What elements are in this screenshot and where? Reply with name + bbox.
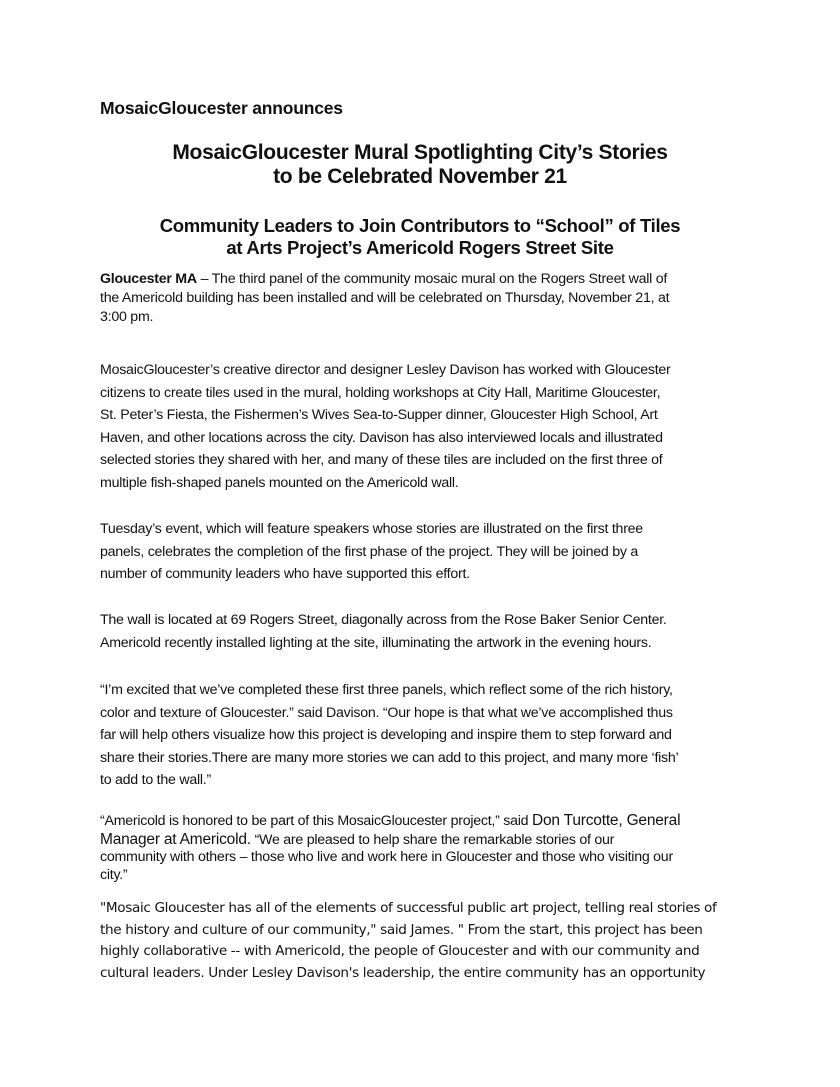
- paragraph-line: [100, 831, 760, 850]
- paragraph-line: The wall is located at 69 Rogers Street, diagonally across from the Rose Baker Senior Center.: [100, 612, 667, 628]
- paragraph-americold-quote: [100, 812, 760, 884]
- paragraph-line: number of community leaders who have supported this effort.: [100, 566, 470, 582]
- headline-line: to be Celebrated November 21: [273, 165, 567, 188]
- announcement-kicker: MosaicGloucester announces: [100, 98, 343, 118]
- paragraph-line: "Mosaic Gloucester has all of the elements of successful public art project, telling real stories of: [100, 900, 717, 916]
- paragraph-line: multiple fish-shaped panels mounted on the Americold wall.: [100, 474, 459, 491]
- paragraph-line: city.”: [100, 866, 128, 883]
- paragraph-line: the history and culture of our community," said James. " From the start, this project has been: [100, 921, 703, 938]
- paragraph-line: panels, celebrates the completion of the first phase of the project. They will be joined by a: [100, 543, 639, 560]
- paragraph-line: community with others – those who live and work here in Gloucester and those who visiting our: [100, 849, 673, 865]
- paragraph-event: [100, 518, 760, 586]
- paragraph-line: “I’m excited that we’ve completed these first three panels, which reflect some of the rich history,: [100, 682, 673, 698]
- paragraph-line: MosaicGloucester’s creative director and designer Lesley Davison has worked with Gloucester: [100, 362, 671, 378]
- subheadline-line: at Arts Project’s Americold Rogers Street Site: [226, 237, 614, 258]
- paragraph-james-quote: [100, 898, 760, 984]
- paragraph-davison-workshops: [100, 359, 760, 494]
- paragraph-line: [100, 812, 760, 831]
- paragraph-line: highly collaborative -- with Americold, the people of Gloucester and with our community and: [100, 943, 700, 959]
- paragraph-line: far will help others visualize how this project is developing and inspire them to step forward and: [100, 727, 672, 743]
- paragraph-line: color and texture of Gloucester.” said Davison. “Our hope is that what we’ve accomplished thus: [100, 704, 673, 721]
- paragraph-line: share their stories.There are many more stories we can add to this project, and many more ‘fish’: [100, 749, 679, 766]
- speaker-name: Don Turcotte, General: [532, 812, 681, 829]
- paragraph-line: citizens to create tiles used in the mural, holding workshops at City Hall, Maritime Gloucester,: [100, 384, 661, 401]
- paragraph-line: St. Peter’s Fiesta, the Fishermen’s Wives Sea-to-Supper dinner, Gloucester High School, Art: [100, 407, 658, 423]
- paragraph-line: Haven, and other locations across the city. Davison has also interviewed locals and illustrated: [100, 429, 663, 446]
- paragraph-intro: [100, 270, 760, 327]
- dateline: Gloucester MA: [100, 271, 197, 287]
- paragraph-davison-quote: [100, 679, 760, 792]
- headline-line: MosaicGloucester Mural Spotlighting City’s Stories: [172, 141, 668, 164]
- subheadline: [0, 215, 840, 259]
- subheadline-line: Community Leaders to Join Contributors to “School” of Tiles: [159, 215, 681, 236]
- paragraph-text: “We are pleased to help share the remarkable stories of our: [250, 831, 615, 848]
- paragraph-line: the Americold building has been installed and will be celebrated on Thursday, November 21, at: [100, 290, 670, 306]
- speaker-title: Manager at Americold.: [100, 830, 251, 848]
- paragraph-line: [100, 270, 760, 289]
- paragraph-line: to add to the wall.”: [100, 772, 211, 788]
- paragraph-line: Tuesday’s event, which will feature speakers whose stories are illustrated on the first three: [100, 521, 643, 537]
- paragraph-location: [100, 609, 760, 654]
- paragraph-text: – The third panel of the community mosaic mural on the Rogers Street wall of: [196, 271, 668, 287]
- paragraph-line: Americold recently installed lighting at the site, illuminating the artwork in the evening hours.: [100, 634, 652, 651]
- headline: [0, 141, 840, 189]
- paragraph-text: “Americold is honored to be part of this MosaicGloucester project,” said: [100, 813, 533, 829]
- paragraph-line: cultural leaders. Under Lesley Davison's leadership, the entire community has an opportunity: [100, 964, 706, 981]
- paragraph-line: selected stories they shared with her, and many of these tiles are included on the first three of: [100, 452, 663, 468]
- paragraph-line: 3:00 pm.: [100, 309, 154, 325]
